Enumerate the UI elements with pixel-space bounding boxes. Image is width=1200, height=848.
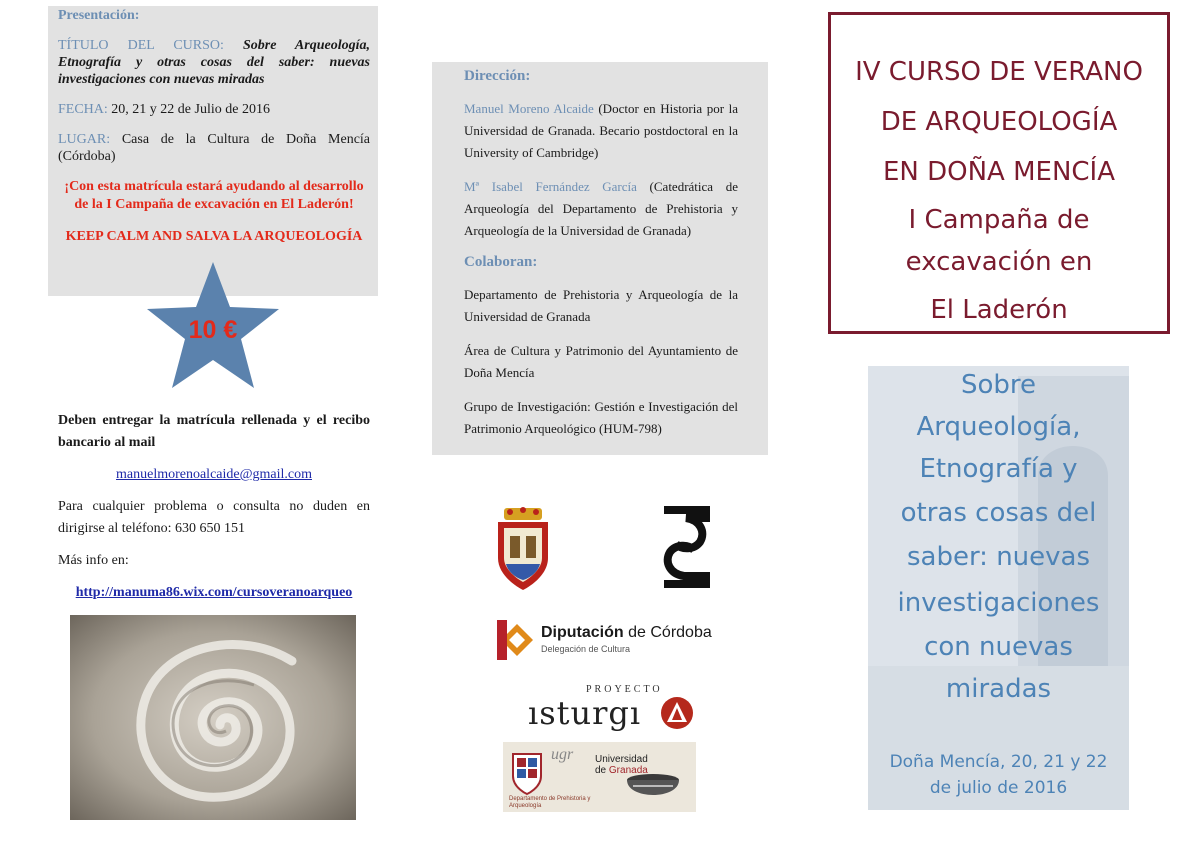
subtitle-line: otras cosas del <box>900 498 1097 528</box>
web-link[interactable]: http://manuma86.wix.com/cursoveranoarqueo <box>75 585 353 600</box>
ugr-de: de <box>595 765 607 776</box>
lugar-value: Casa de la Cultura de Doña Mencía (Córdoba) <box>58 132 371 164</box>
diputacion-name: Diputación <box>541 624 624 641</box>
mas-info-text: Más info en: <box>58 553 129 568</box>
email-link[interactable]: manuelmorenoalcaide@gmail.com <box>116 467 312 482</box>
contacto-section <box>58 410 370 614</box>
titulo-label: TÍTULO DEL CURSO: <box>58 38 224 53</box>
price-star <box>145 262 281 392</box>
cover-title-line: DE ARQUEOLOGÍA <box>880 107 1118 137</box>
diputacion-sub: Delegación de Cultura <box>541 644 631 654</box>
ceramic-vessel-icon <box>621 770 685 810</box>
date-line: de julio de 2016 <box>929 778 1068 798</box>
diputacion-de: de Córdoba <box>628 624 712 641</box>
director-1-desc: (Doctor en Historia por la Universidad de Granada. Becario postdoctoral en la University of Cambridge) <box>464 101 739 160</box>
subtitle-line: miradas <box>945 674 1052 704</box>
director-2-desc: (Catedrática de Arqueología del Departamento de Prehistoria y Arqueología de la Universidad de Granada) <box>464 179 738 238</box>
colaborador-item: Área de Cultura y Patrimonio del Ayuntamiento de Doña Mencía <box>464 343 738 380</box>
fecha-label: FECHA: <box>58 102 108 117</box>
ugr-crest-icon <box>509 750 545 796</box>
date-line: Doña Mencía, 20, 21 y 22 <box>889 752 1108 772</box>
director-1 <box>464 98 768 164</box>
ayuda-notice: ¡Con esta matrícula estará ayudando al desarrollo de la I Campaña de excavación en El Laderón! <box>64 179 364 212</box>
ugr-short: ugr <box>551 746 574 763</box>
spiral-stone-image <box>70 615 356 820</box>
isturgi-label: ısturgı <box>528 694 642 732</box>
diputacion-title <box>541 624 712 642</box>
ugr-logo <box>503 742 696 812</box>
titulo-value: Sobre Arqueología, Etnografía y otras cosas del saber: nuevas investigaciones con nuevas miradas <box>58 38 370 87</box>
course-subtitle-box <box>868 366 1129 810</box>
entregar-text: Deben entregar la matrícula rellenada y el recibo bancario al mail <box>58 413 370 450</box>
diputacion-cordoba-logo <box>497 620 712 660</box>
subtitle-line: Sobre <box>960 370 1037 400</box>
email-row <box>58 464 370 486</box>
colaboran-heading: Colaboran: <box>464 254 538 270</box>
ugr-uni: Universidad <box>595 754 648 765</box>
diputacion-emblem-icon <box>497 620 537 660</box>
cover-title-line: excavación en <box>905 247 1093 277</box>
dona-mencia-crest-logo <box>490 506 556 592</box>
subtitle-line: con nuevas <box>924 632 1073 662</box>
ugr-granada: Granada <box>608 765 648 776</box>
ugr-dept: Departamento de Prehistoria y Arqueología <box>509 796 591 809</box>
lugar-label: LUGAR: <box>58 132 111 147</box>
isturgi-emblem-icon <box>660 696 694 730</box>
hum798-group-logo <box>660 506 710 588</box>
price-label: 10 € <box>188 316 238 344</box>
subtitle-line: Arqueología, <box>916 412 1081 442</box>
proyecto-label: PROYECTO <box>586 684 663 695</box>
url-row <box>58 582 370 604</box>
problema-text: Para cualquier problema o consulta no duden en dirigirse al teléfono: 630 650 151 <box>58 499 370 536</box>
course-title-box <box>828 12 1170 334</box>
cover-title-line: El Laderón <box>930 295 1068 325</box>
presentacion-panel <box>48 6 378 296</box>
fecha <box>58 101 370 118</box>
proyecto-isturgi-logo <box>528 684 698 732</box>
titulo-curso <box>58 37 370 88</box>
cover-title-line: IV CURSO DE VERANO <box>855 57 1143 87</box>
director-2 <box>464 176 768 242</box>
director-2-name: Mª Isabel Fernández García <box>464 179 637 194</box>
keep-calm-notice: KEEP CALM AND SALVA LA ARQUEOLOGÍA <box>65 229 363 244</box>
cover-title-line: I Campaña de <box>908 205 1090 235</box>
colaborador-item: Grupo de Investigación: Gestión e Investigación del Patrimonio Arqueológico (HUM-798) <box>464 399 738 436</box>
lugar <box>58 131 370 165</box>
subtitle-line: saber: nuevas <box>906 542 1091 572</box>
cover-title-line: EN DOÑA MENCÍA <box>882 157 1116 187</box>
director-1-name: Manuel Moreno Alcaide <box>464 101 594 116</box>
colaborador-item: Departamento de Prehistoria y Arqueología de la Universidad de Granada <box>464 287 738 324</box>
subtitle-line: Etnografía y <box>919 454 1078 484</box>
presentacion-heading: Presentación: <box>58 8 140 23</box>
fecha-value: 20, 21 y 22 de Julio de 2016 <box>111 102 270 117</box>
subtitle-line: investigaciones <box>897 588 1100 618</box>
direccion-heading: Dirección: <box>464 68 531 84</box>
direccion-panel <box>432 62 768 455</box>
